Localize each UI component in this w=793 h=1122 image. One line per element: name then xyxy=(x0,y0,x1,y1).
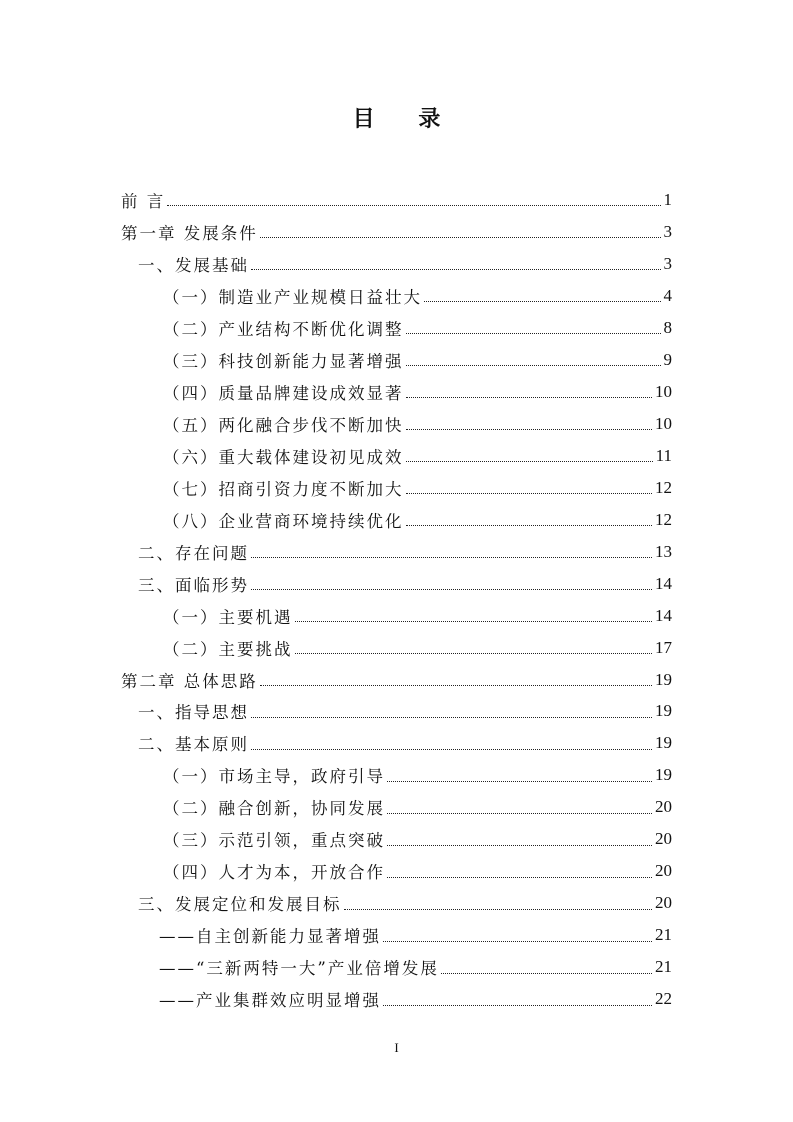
table-of-contents xyxy=(121,184,672,1015)
toc-entry-page: 19 xyxy=(655,733,672,753)
dot-leader xyxy=(251,269,661,270)
dot-leader xyxy=(406,333,661,334)
toc-entry-page: 14 xyxy=(655,605,672,625)
toc-entry-label: （八）企业营商环境持续优化 xyxy=(163,511,404,531)
toc-entry[interactable] xyxy=(121,632,672,664)
toc-entry-page: 19 xyxy=(655,765,672,785)
dot-leader xyxy=(251,717,652,718)
toc-entry-label: ——自主创新能力显著增强 xyxy=(159,927,381,947)
toc-entry[interactable] xyxy=(121,344,672,376)
toc-entry-label: 三、发展定位和发展目标 xyxy=(138,895,342,915)
dot-leader xyxy=(251,557,652,558)
dot-leader xyxy=(167,205,660,206)
toc-entry[interactable] xyxy=(121,568,672,600)
dot-leader xyxy=(260,237,661,238)
toc-entry-page: 21 xyxy=(655,957,672,977)
toc-entry-label: （三）示范引领，重点突破 xyxy=(163,831,385,851)
toc-entry[interactable] xyxy=(121,823,672,855)
toc-entry-label: （二）主要挑战 xyxy=(163,639,293,659)
toc-entry-label: 三、面临形势 xyxy=(138,575,249,595)
toc-entry-page: 4 xyxy=(663,285,672,305)
dot-leader xyxy=(295,653,653,654)
dot-leader xyxy=(251,749,652,750)
toc-entry-label: （一）主要机遇 xyxy=(163,607,293,627)
dot-leader xyxy=(406,397,653,398)
toc-entry-page: 13 xyxy=(655,541,672,561)
toc-entry[interactable] xyxy=(121,696,672,728)
dot-leader xyxy=(260,685,652,686)
dot-leader xyxy=(295,621,653,622)
dot-leader xyxy=(387,877,652,878)
toc-entry-label: （一）市场主导，政府引导 xyxy=(163,767,385,787)
toc-entry-page: 8 xyxy=(663,317,672,337)
dot-leader xyxy=(387,845,652,846)
dot-leader xyxy=(387,813,652,814)
toc-entry[interactable] xyxy=(121,536,672,568)
dot-leader xyxy=(387,781,652,782)
toc-entry-page: 17 xyxy=(655,637,672,657)
toc-entry-label: 二、存在问题 xyxy=(138,543,249,563)
dot-leader xyxy=(383,941,652,942)
toc-entry-label: （六）重大载体建设初见成效 xyxy=(163,447,404,467)
toc-entry-label: （七）招商引资力度不断加大 xyxy=(163,479,404,499)
dot-leader xyxy=(424,301,661,302)
dot-leader xyxy=(406,493,653,494)
toc-entry-page: 19 xyxy=(655,701,672,721)
toc-entry[interactable] xyxy=(121,919,672,951)
toc-entry-page: 20 xyxy=(655,829,672,849)
toc-entry[interactable] xyxy=(121,600,672,632)
toc-entry[interactable] xyxy=(121,248,672,280)
toc-entry-label: （二）产业结构不断优化调整 xyxy=(163,319,404,339)
dot-leader xyxy=(406,365,661,366)
toc-entry-label: （一）制造业产业规模日益壮大 xyxy=(163,287,422,307)
toc-entry-label: 第一章 发展条件 xyxy=(121,223,258,243)
toc-entry-label: （四）人才为本，开放合作 xyxy=(163,863,385,883)
dot-leader xyxy=(344,909,653,910)
page-title: 目 录 xyxy=(352,107,459,132)
toc-entry[interactable] xyxy=(121,791,672,823)
dot-leader xyxy=(406,461,653,462)
toc-entry-label: ——“三新两特一大”产业倍增发展 xyxy=(159,959,439,979)
toc-entry[interactable] xyxy=(121,855,672,887)
page-number: I xyxy=(394,1040,399,1055)
toc-entry-label: 前 言 xyxy=(121,191,166,211)
toc-entry-page: 11 xyxy=(655,445,672,465)
toc-entry-page: 12 xyxy=(655,477,672,497)
toc-entry[interactable] xyxy=(121,759,672,791)
toc-entry[interactable] xyxy=(121,280,672,312)
toc-entry-label: 一、指导思想 xyxy=(138,703,249,723)
toc-entry-page: 3 xyxy=(663,221,672,241)
toc-entry-page: 20 xyxy=(655,893,672,913)
toc-entry[interactable] xyxy=(121,408,672,440)
toc-entry-page: 19 xyxy=(655,669,672,689)
toc-entry-page: 1 xyxy=(663,189,672,209)
toc-entry[interactable] xyxy=(121,472,672,504)
dot-leader xyxy=(383,1005,652,1006)
toc-entry[interactable] xyxy=(121,664,672,696)
toc-entry-label: 二、基本原则 xyxy=(138,735,249,755)
toc-entry[interactable] xyxy=(121,504,672,536)
toc-entry[interactable] xyxy=(121,440,672,472)
toc-entry[interactable] xyxy=(121,184,672,216)
dot-leader xyxy=(441,973,652,974)
toc-entry-label: 第二章 总体思路 xyxy=(121,671,258,691)
toc-entry-label: 一、发展基础 xyxy=(138,255,249,275)
toc-entry[interactable] xyxy=(121,887,672,919)
toc-entry-page: 21 xyxy=(655,925,672,945)
toc-entry-label: （二）融合创新，协同发展 xyxy=(163,799,385,819)
toc-entry-page: 12 xyxy=(655,509,672,529)
toc-entry[interactable] xyxy=(121,727,672,759)
toc-entry-page: 3 xyxy=(663,253,672,273)
toc-entry-page: 10 xyxy=(655,381,672,401)
toc-entry-page: 10 xyxy=(655,413,672,433)
toc-entry-label: （五）两化融合步伐不断加快 xyxy=(163,415,404,435)
toc-entry-page: 20 xyxy=(655,797,672,817)
toc-entry[interactable] xyxy=(121,312,672,344)
toc-entry[interactable] xyxy=(121,951,672,983)
toc-entry-page: 14 xyxy=(655,573,672,593)
toc-entry[interactable] xyxy=(121,376,672,408)
toc-entry[interactable] xyxy=(121,983,672,1015)
toc-entry-page: 22 xyxy=(655,989,672,1009)
dot-leader xyxy=(251,589,652,590)
dot-leader xyxy=(406,525,653,526)
dot-leader xyxy=(406,429,653,430)
toc-entry[interactable] xyxy=(121,216,672,248)
toc-entry-label: （三）科技创新能力显著增强 xyxy=(163,351,404,371)
toc-entry-page: 9 xyxy=(663,349,672,369)
toc-entry-page: 20 xyxy=(655,861,672,881)
toc-entry-label: （四）质量品牌建设成效显著 xyxy=(163,383,404,403)
toc-entry-label: ——产业集群效应明显增强 xyxy=(159,991,381,1011)
